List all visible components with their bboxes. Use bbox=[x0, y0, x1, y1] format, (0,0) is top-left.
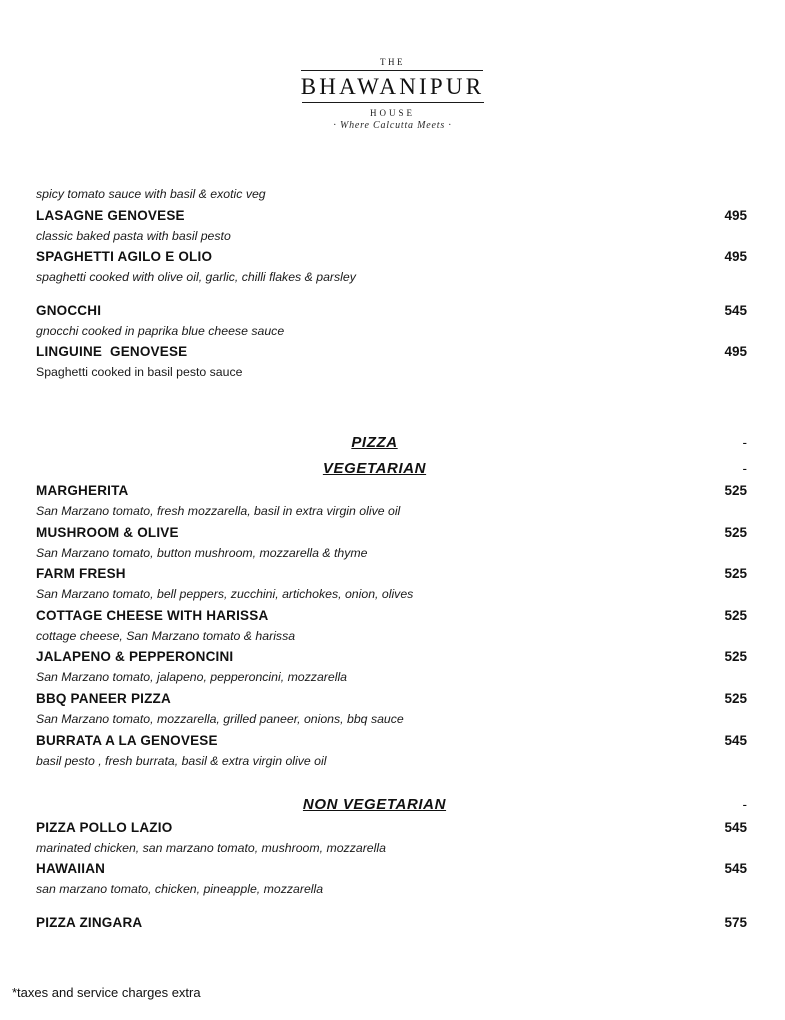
menu-item-price: 545 bbox=[724, 732, 747, 748]
menu-item bbox=[36, 606, 749, 648]
menu-item-row bbox=[36, 206, 749, 227]
menu-item-name: JALAPENO & PEPPERONCINI bbox=[36, 649, 234, 665]
menu-item-name: PIZZA POLLO LAZIO bbox=[36, 819, 173, 835]
menu-item-name: BURRATA A LA GENOVESE bbox=[36, 732, 218, 748]
menu-item bbox=[36, 342, 749, 384]
menu-item-row bbox=[36, 818, 749, 839]
menu-item-name: GNOCCHI bbox=[36, 302, 102, 318]
menu-item-row bbox=[36, 523, 749, 544]
menu-item-description: basil pesto , fresh burrata, basil & extra virgin olive oil bbox=[36, 753, 327, 768]
menu-item-price: 525 bbox=[724, 607, 747, 623]
menu-item-name: MUSHROOM & OLIVE bbox=[36, 524, 179, 540]
menu-item bbox=[36, 247, 749, 289]
menu-item-name: MARGHERITA bbox=[36, 483, 129, 499]
menu-item bbox=[36, 481, 749, 523]
menu-item-description: cottage cheese, San Marzano tomato & harissa bbox=[36, 628, 296, 643]
menu-body bbox=[36, 185, 749, 934]
menu-item-row bbox=[36, 606, 749, 627]
menu-item-description: San Marzano tomato, jalapeno, pepperoncini, mozzarella bbox=[36, 670, 348, 685]
menu-item-name: BBQ PANEER PIZZA bbox=[36, 691, 171, 707]
menu-item bbox=[36, 731, 749, 773]
menu-item-price: 545 bbox=[724, 819, 747, 835]
section-price-placeholder: - bbox=[742, 435, 747, 451]
logo-name-text: BHAWANIPUR bbox=[300, 74, 485, 99]
logo-house-text: HOUSE bbox=[369, 108, 415, 118]
spacer bbox=[36, 384, 749, 430]
section-price-placeholder: - bbox=[742, 797, 747, 813]
menu-item bbox=[36, 689, 749, 731]
logo-divider-top bbox=[301, 70, 483, 71]
menu-item-description: gnocchi cooked in paprika blue cheese sauce bbox=[36, 323, 285, 338]
menu-item-name: LASAGNE GENOVESE bbox=[36, 207, 185, 223]
menu-item-description: san marzano tomato, chicken, pineapple, mozzarella bbox=[36, 882, 324, 897]
footer-note: *taxes and service charges extra bbox=[12, 985, 201, 1000]
menu-item-price: 525 bbox=[724, 483, 747, 499]
restaurant-logo bbox=[36, 0, 749, 133]
menu-item-description: San Marzano tomato, mozzarella, grilled paneer, onions, bbq sauce bbox=[36, 711, 404, 726]
menu-item-row bbox=[36, 247, 749, 268]
section-header-vegetarian bbox=[36, 456, 749, 482]
menu-item-price: 495 bbox=[724, 344, 747, 360]
menu-item-description: classic baked pasta with basil pesto bbox=[36, 228, 231, 243]
logo-the-text: THE bbox=[380, 57, 405, 67]
menu-item bbox=[36, 647, 749, 689]
pasta-lead-description: spicy tomato sauce with basil & exotic veg bbox=[36, 187, 266, 201]
section-title: VEGETARIAN bbox=[322, 459, 427, 477]
menu-item-name: LINGUINE GENOVESE bbox=[36, 344, 188, 360]
menu-item-price: 575 bbox=[724, 914, 747, 930]
menu-item-name: PIZZA ZINGARA bbox=[36, 914, 143, 930]
menu-item-name: FARM FRESH bbox=[36, 566, 126, 582]
menu-item-price: 525 bbox=[724, 566, 747, 582]
spacer bbox=[36, 772, 749, 792]
menu-item bbox=[36, 818, 749, 860]
menu-item-price: 525 bbox=[724, 649, 747, 665]
menu-item-description: marinated chicken, san marzano tomato, mushroom, mozzarella bbox=[36, 840, 386, 855]
menu-item bbox=[36, 301, 749, 343]
menu-item-row bbox=[36, 301, 749, 322]
logo-divider-bottom bbox=[302, 102, 484, 103]
menu-item bbox=[36, 913, 749, 934]
menu-item-row bbox=[36, 481, 749, 502]
section-header-non-vegetarian bbox=[36, 792, 749, 818]
menu-item-price: 545 bbox=[724, 302, 747, 318]
menu-item-row bbox=[36, 731, 749, 752]
menu-item bbox=[36, 206, 749, 248]
menu-item-price: 525 bbox=[724, 524, 747, 540]
spacer bbox=[36, 901, 749, 913]
menu-item-row bbox=[36, 564, 749, 585]
menu-item bbox=[36, 859, 749, 901]
logo-inner bbox=[301, 58, 485, 131]
menu-item-price: 495 bbox=[724, 249, 747, 265]
menu-item-name: HAWAIIAN bbox=[36, 861, 106, 877]
section-title: PIZZA bbox=[351, 434, 398, 452]
menu-item-name: COTTAGE CHEESE WITH HARISSA bbox=[36, 607, 269, 623]
menu-item-price: 545 bbox=[724, 861, 747, 877]
menu-item-description: San Marzano tomato, button mushroom, mozzarella & thyme bbox=[36, 545, 368, 560]
menu-item-description: spaghetti cooked with olive oil, garlic, chilli flakes & parsley bbox=[36, 270, 356, 285]
menu-item-description: Spaghetti cooked in basil pesto sauce bbox=[36, 365, 243, 380]
menu-item bbox=[36, 564, 749, 606]
section-header-pizza bbox=[36, 430, 749, 456]
menu-item-row bbox=[36, 859, 749, 880]
menu-item-price: 495 bbox=[724, 207, 747, 223]
section-title: NON VEGETARIAN bbox=[302, 796, 447, 814]
menu-item-description: San Marzano tomato, fresh mozzarella, basil in extra virgin olive oil bbox=[36, 503, 401, 518]
menu-item-row bbox=[36, 689, 749, 710]
menu-item bbox=[36, 523, 749, 565]
menu-item-row bbox=[36, 342, 749, 363]
spacer bbox=[36, 289, 749, 301]
menu-item-name: SPAGHETTI AGILO E OLIO bbox=[36, 249, 213, 265]
section-price-placeholder: - bbox=[742, 460, 747, 476]
logo-tagline: · Where Calcutta Meets · bbox=[333, 120, 452, 131]
menu-item-price: 525 bbox=[724, 691, 747, 707]
menu-item-row bbox=[36, 913, 749, 934]
menu-item-description: San Marzano tomato, bell peppers, zucchini, artichokes, onion, olives bbox=[36, 587, 414, 602]
menu-item-row bbox=[36, 647, 749, 668]
